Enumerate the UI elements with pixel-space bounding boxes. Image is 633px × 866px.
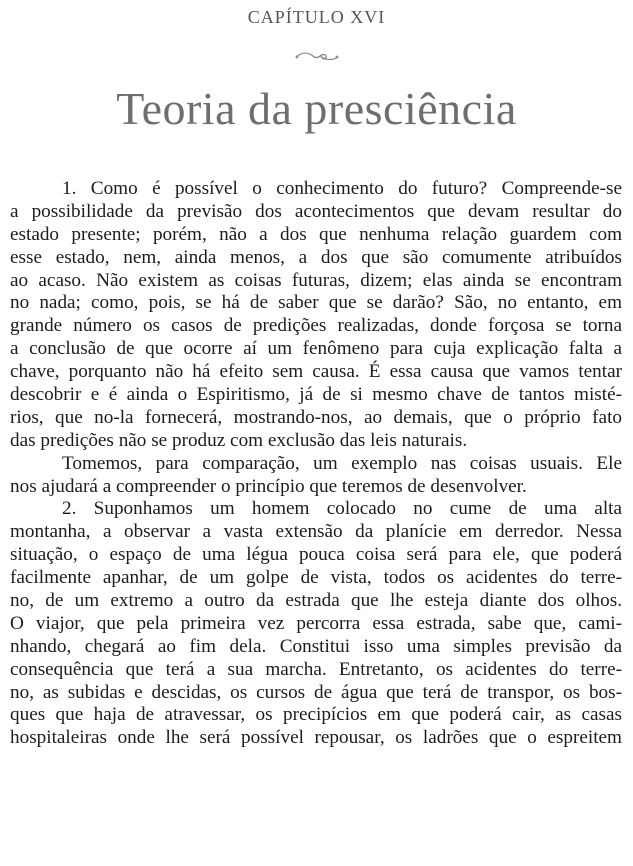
paragraph-2-line: Tomemos, para comparação, um exemplo nas coisas usuais. Ele — [62, 452, 622, 474]
paragraph-3-line: nhando, chegará ao fim dela. Constitui isso uma simples previsão da — [10, 635, 622, 657]
paragraph-3-line: situação, o espaço de uma légua pouca coisa será para ele, que poderá — [10, 544, 622, 566]
paragraph-1-line: a conclusão de que ocorre aí um fenômeno para cuja explicação falta a — [10, 338, 622, 360]
paragraph-2-line: nos ajudará a compreender o princípio que teremos de desenvolver. — [10, 475, 527, 497]
paragraph-1-line: chave, porquanto não há efeito sem causa. É essa causa que vamos tentar — [10, 361, 622, 383]
paragraph-3-line: O viajor, que pela primeira vez percorra essa estrada, sabe que, cami- — [10, 612, 622, 634]
body-text — [10, 178, 622, 750]
paragraph-1-line: rios, que no-la fornecerá, mostrando-nos, ao demais, que o próprio fato — [10, 406, 622, 428]
paragraph-1-line: 1. Como é possível o conhecimento do futuro? Compreende-se — [62, 178, 622, 199]
paragraph-1-line: grande número os casos de predições realizadas, donde forçosa se torna — [10, 315, 622, 337]
page-title: Teoria da presciência — [116, 83, 517, 134]
paragraph-1-line: estado presente; porém, não a dos que nenhuma relação guardem com — [10, 223, 622, 245]
paragraph-3-line: 2. Suponhamos um homem colocado no cume de uma alta — [62, 498, 622, 520]
paragraph-3-line: montanha, a observar a vasta extensão da planície em derredor. Nessa — [10, 521, 622, 543]
paragraph-1-line: a possibilidade da previsão dos acontecimentos que devam resultar do — [10, 200, 622, 222]
paragraph-3-line: consequência que terá a sua marcha. Entretanto, os acidentes do terre- — [10, 658, 622, 680]
paragraph-1-line: ao acaso. Não existem as coisas futuras, dizem; elas ainda se encontram — [10, 269, 622, 291]
paragraph-1-line: esse estado, nem, ainda menos, a dos que são comumente atribuídos — [10, 246, 622, 268]
paragraph-3-line: ques que haja de atravessar, os precipícios em que poderá cair, as casas — [10, 704, 622, 726]
paragraph-1-line: descobrir e é ainda o Espiritismo, já de si mesmo chave de tantos misté- — [10, 384, 622, 406]
paragraph-3-line: no, de um extremo a outro da estrada que lhe esteja diante dos olhos. — [10, 590, 622, 612]
flourish-ornament-icon — [294, 50, 340, 64]
paragraph-3-line: no, as subidas e descidas, os cursos de água que terá de transpor, os bos- — [10, 681, 622, 703]
chapter-label: CAPÍTULO XVI — [247, 7, 386, 27]
paragraph-3-line: facilmente apanhar, de um golpe de vista, todos os acidentes do terre- — [10, 567, 622, 589]
paragraph-1-line: no nada; como, pois, se há de saber que se darão? São, no entanto, em — [10, 292, 622, 314]
paragraph-1-line: das predições não se produz com exclusão das leis naturais. — [10, 429, 468, 451]
paragraph-3-line: hospitaleiras onde lhe será possível repousar, os ladrões que o espreitem — [10, 727, 622, 749]
